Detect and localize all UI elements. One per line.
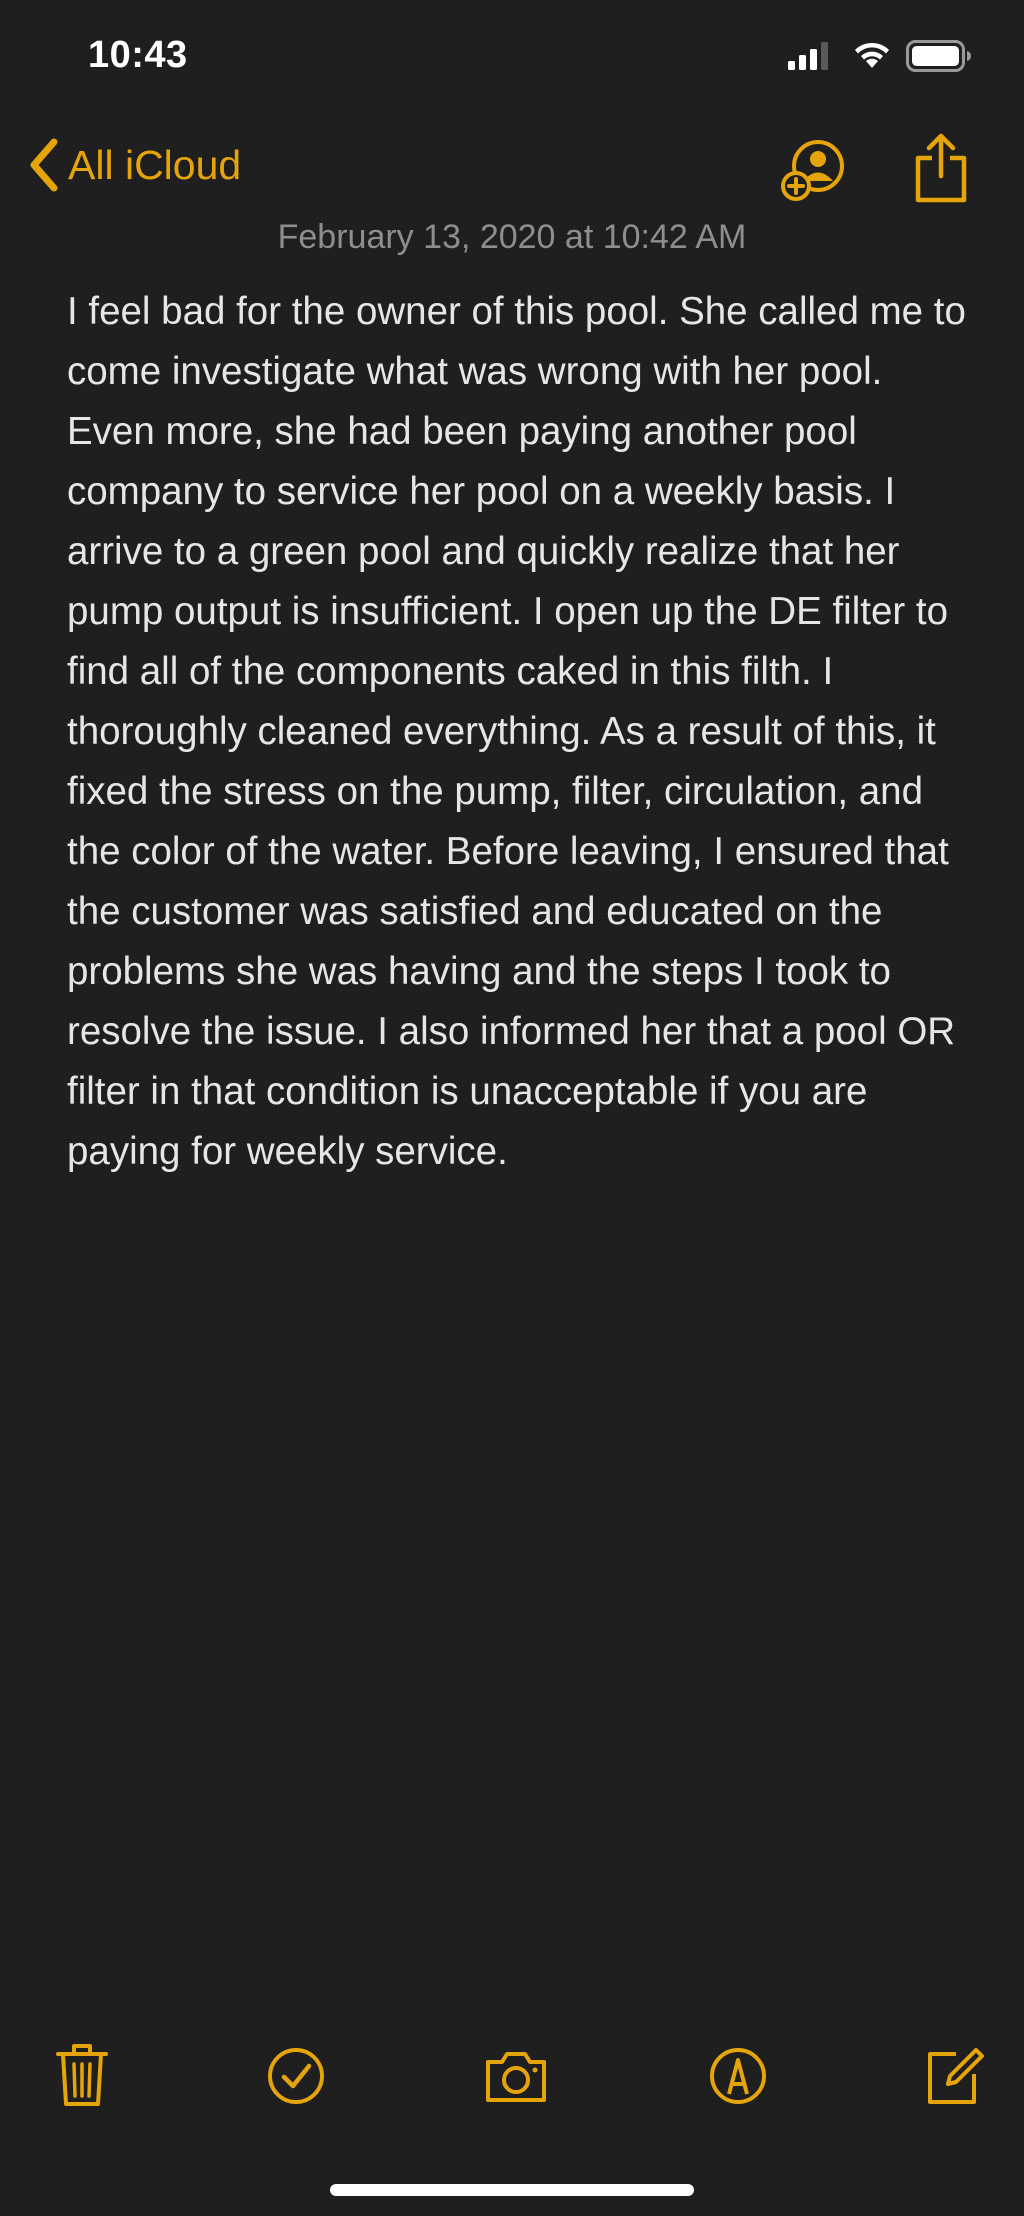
status-time: 10:43	[88, 34, 188, 76]
note-body-text[interactable]: I feel bad for the owner of this pool. She called me to come investigate what was wrong with her pool. Even more, she had been paying another pool company to service her pool on a weekly basis. I arrive to a green pool and quickly realize that her pump output is insufficient. I open up the DE filter to find all of the components caked in this filth. I thoroughly cleaned everything. As a result of this, it fixed the stress on the pump, filter, circulation, and the color of the water. Before leaving, I ensured that the customer was satisfied and educated on the problems she was having and the steps I took to resolve the issue. I also informed her that a pool OR filter in that condition is unacceptable if you are paying for weekly service.	[67, 290, 966, 1173]
compose-icon[interactable]	[922, 2040, 986, 2110]
share-icon[interactable]	[910, 130, 972, 206]
bottom-toolbar	[0, 2040, 1024, 2120]
battery-icon	[906, 40, 972, 72]
back-button-label: All iCloud	[68, 141, 242, 188]
chevron-left-icon	[26, 138, 62, 192]
trash-icon[interactable]	[50, 2040, 114, 2110]
camera-icon[interactable]	[484, 2040, 548, 2110]
wifi-icon	[852, 40, 892, 70]
back-button[interactable]	[26, 132, 241, 198]
cellular-signal-icon	[788, 42, 832, 70]
navigation-bar	[0, 120, 1024, 210]
note-date: February 13, 2020 at 10:42 AM	[277, 218, 747, 256]
add-people-icon[interactable]	[778, 132, 850, 204]
home-indicator[interactable]	[330, 2184, 694, 2196]
status-bar	[0, 0, 1024, 110]
checklist-icon[interactable]	[264, 2040, 328, 2110]
markup-icon[interactable]	[706, 2040, 770, 2110]
